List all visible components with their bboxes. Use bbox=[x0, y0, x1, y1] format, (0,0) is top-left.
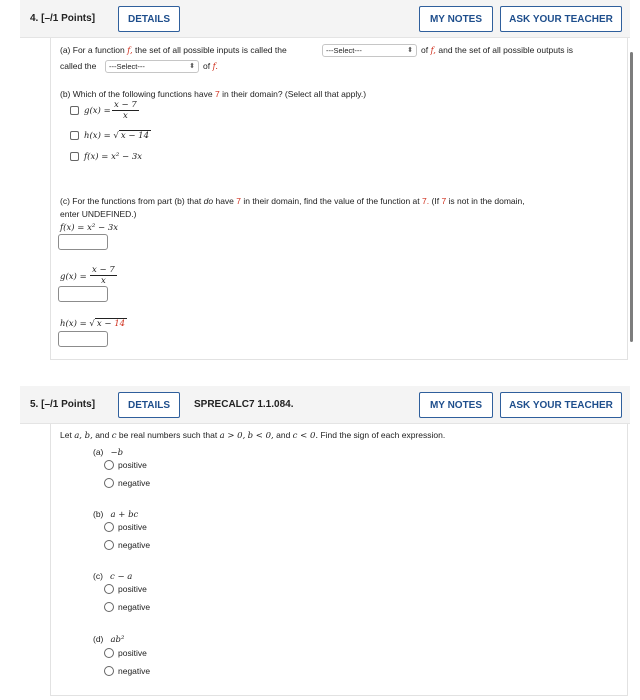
q5-intro: Let a, b, and c be real numbers such that a > 0, b < 0, and c < 0. Find the sign of each expression. bbox=[60, 430, 446, 441]
q4c-prompt-line1: (c) For the functions from part (b) that do have 7 in their domain, find the value of the function at 7. (If 7 is not in the domain, bbox=[60, 196, 525, 206]
q4-details-button[interactable]: DETAILS bbox=[118, 6, 180, 32]
q4a-line2-end: of f. bbox=[203, 61, 219, 72]
q5-code: SPRECALC7 1.1.084. bbox=[194, 399, 294, 410]
q5a-radio-negative[interactable] bbox=[104, 478, 114, 488]
q4a-domain-select[interactable]: ---Select--- ⬍ bbox=[322, 44, 417, 57]
q4c-g-lhs: g(x) = bbox=[60, 272, 87, 282]
q5-details-button[interactable]: DETAILS bbox=[118, 392, 180, 418]
q5a-positive-label: positive bbox=[118, 460, 147, 470]
q4c-h-label: h(x) = √ x − 14 bbox=[60, 319, 126, 329]
q4c-h-answer-input[interactable] bbox=[58, 331, 108, 347]
q4c-f-answer-input[interactable] bbox=[58, 234, 108, 250]
q4c-f-label: f(x) = x² − 3x bbox=[60, 223, 119, 233]
q5c-label: (c) c − a bbox=[93, 571, 133, 582]
q5d-label: (d) ab² bbox=[93, 634, 125, 645]
q5c-negative-label: negative bbox=[118, 602, 151, 612]
q5b-negative-label: negative bbox=[118, 540, 151, 550]
q4a-line2: called the bbox=[60, 61, 97, 71]
q5c-radio-positive[interactable] bbox=[104, 584, 114, 594]
q4b-prompt: (b) Which of the following functions have 7 in their domain? (Select all that apply.) bbox=[60, 89, 367, 99]
q5d-radio-positive[interactable] bbox=[104, 648, 114, 658]
q4b-opt2: h(x) = √ x − 14 bbox=[84, 131, 149, 141]
q5c-radio-negative[interactable] bbox=[104, 602, 114, 612]
q4c-g-fraction: $\frac{x - 7}{x}$ bbox=[92, 265, 115, 286]
q5b-label: (b) a + bc bbox=[93, 509, 139, 520]
q4-ask-teacher-button[interactable]: ASK YOUR TEACHER bbox=[500, 6, 622, 32]
q5d-negative-label: negative bbox=[118, 666, 151, 676]
q4b-checkbox-f[interactable] bbox=[70, 152, 79, 161]
q5b-positive-label: positive bbox=[118, 522, 147, 532]
q5b-radio-negative[interactable] bbox=[104, 540, 114, 550]
scrollbar[interactable] bbox=[630, 52, 633, 342]
q4c-prompt-line2: enter UNDEFINED.) bbox=[60, 209, 137, 219]
q5d-radio-negative[interactable] bbox=[104, 666, 114, 676]
q4b-opt1-lhs: g(x) = bbox=[84, 106, 111, 116]
q4b-checkbox-h[interactable] bbox=[70, 131, 79, 140]
q4a-line1-end: of f, and the set of all possible outputs is bbox=[421, 45, 574, 56]
q4c-g-answer-input[interactable] bbox=[58, 286, 108, 302]
q5-header bbox=[20, 386, 630, 424]
q4b-opt3: f(x) = x² − 3x bbox=[84, 152, 143, 162]
q5a-radio-positive[interactable] bbox=[104, 460, 114, 470]
q5c-positive-label: positive bbox=[118, 584, 147, 594]
q5-ask-teacher-button[interactable]: ASK YOUR TEACHER bbox=[500, 392, 622, 418]
q4a-range-select[interactable]: ---Select--- ⬍ bbox=[105, 60, 199, 73]
q5a-negative-label: negative bbox=[118, 478, 151, 488]
q4b-opt1-fraction: $\frac{x - 7}{x}$ bbox=[114, 100, 137, 121]
q5-my-notes-button[interactable]: MY NOTES bbox=[419, 392, 493, 418]
q4b-checkbox-g[interactable] bbox=[70, 106, 79, 115]
q5-number: 5. [–/1 Points] bbox=[30, 399, 96, 410]
q4a-line1: (a) For a function f, the set of all possible inputs is called the bbox=[60, 45, 287, 56]
q4-my-notes-button[interactable]: MY NOTES bbox=[419, 6, 493, 32]
chevron-updown-icon: ⬍ bbox=[407, 47, 413, 54]
q5b-radio-positive[interactable] bbox=[104, 522, 114, 532]
q4-number: 4. [–/1 Points] bbox=[30, 13, 96, 24]
chevron-updown-icon: ⬍ bbox=[189, 63, 195, 70]
q5a-label: (a) −b bbox=[93, 447, 124, 458]
q4-header bbox=[20, 0, 630, 38]
q5d-positive-label: positive bbox=[118, 648, 147, 658]
